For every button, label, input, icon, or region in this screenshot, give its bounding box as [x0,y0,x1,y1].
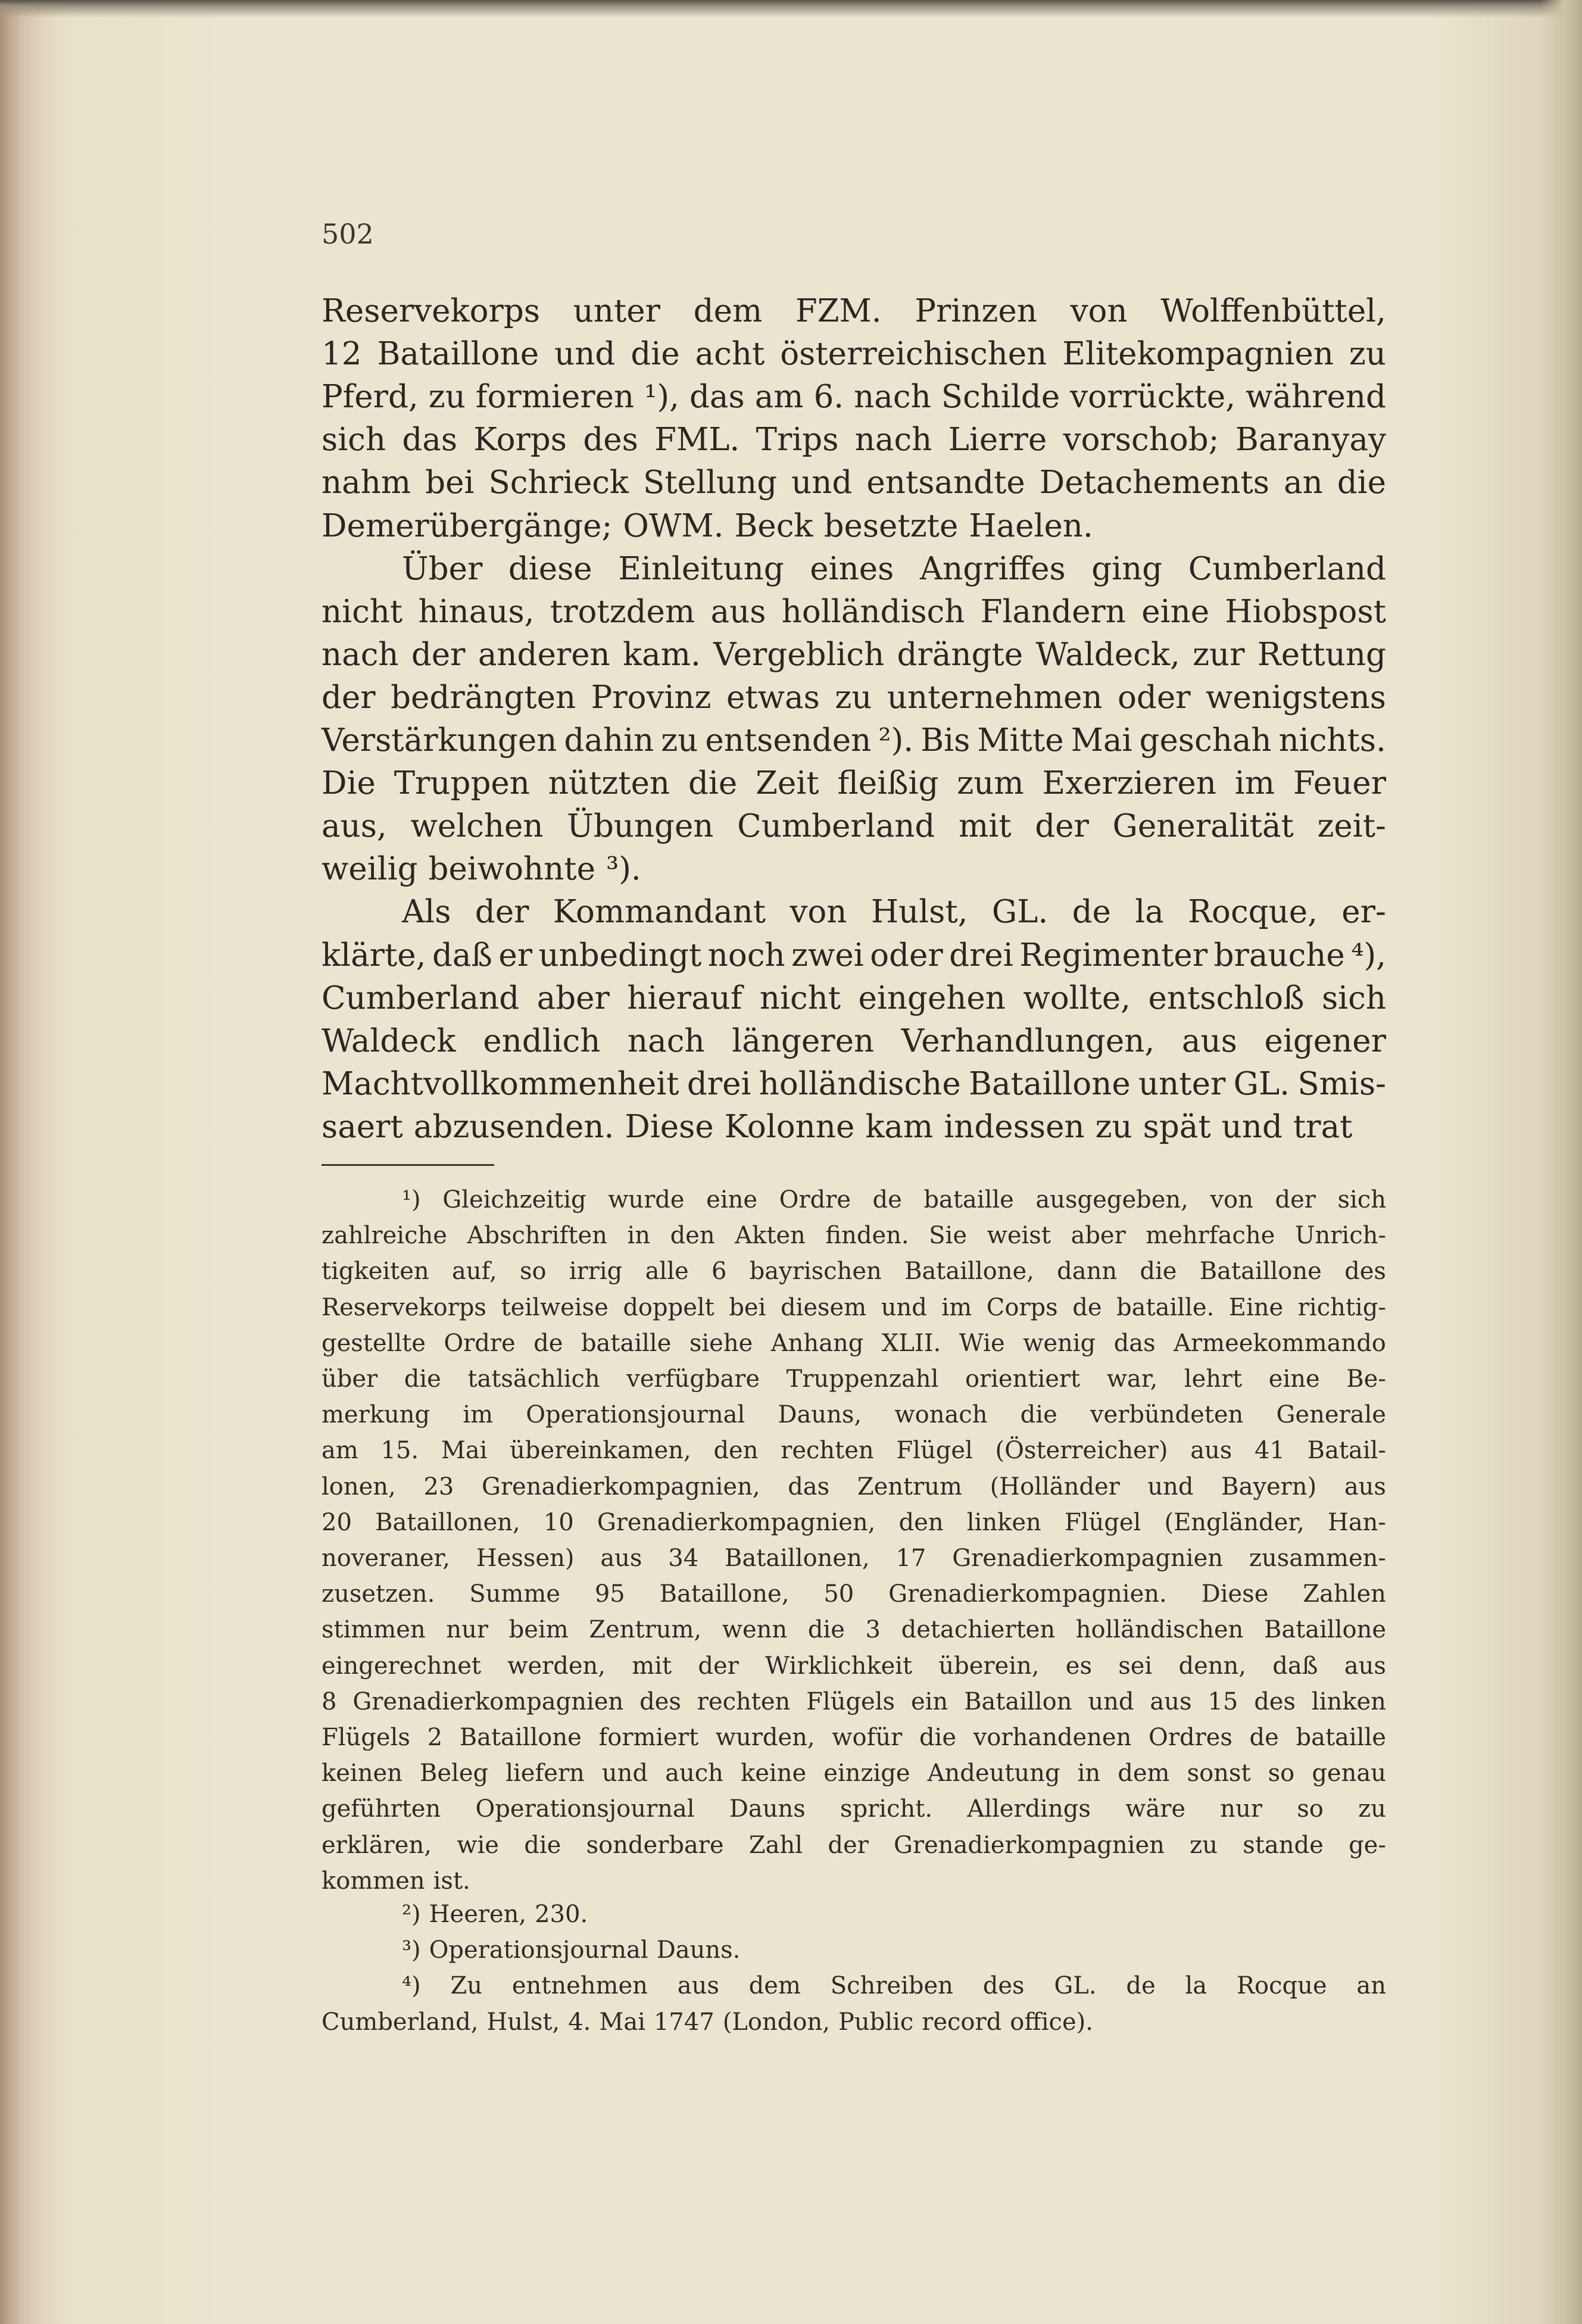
footnote-line: erklären, wie die sonderbare Zahl der Grenadierkompagnien zu stande ge- [322,1831,1386,1859]
body-text-line: weilig beiwohnte ³). [322,851,641,888]
body-text-line: nahm bei Schrieck Stellung und entsandte Detachements an die [322,464,1386,501]
footnote-line: keinen Beleg liefern und auch keine einzige Andeutung in dem sonst so genau [322,1760,1386,1788]
body-text-line: der bedrängten Provinz etwas zu unternehmen oder wenigstens [322,679,1386,716]
body-text-line: Reservekorps unter dem FZM. Prinzen von Wolffenbüttel, [322,293,1386,329]
body-text-line: Pferd, zu formieren ¹), das am 6. nach Schilde vorrückte, während [322,379,1386,416]
body-text-line: nach der anderen kam. Vergeblich drängte Waldeck, zur Rettung [322,636,1386,673]
body-text-line: Über diese Einleitung eines Angriffes ging Cumberland [402,550,1386,587]
page-top-shadow [0,0,1582,18]
body-text-line: Machtvollkommenheit drei holländische Bataillone unter GL. Smis- [322,1065,1386,1102]
footnote-line: gestellte Ordre de bataille siehe Anhang XLII. Wie wenig das Armeekommando [322,1329,1386,1357]
footnote-line: Reservekorps teilweise doppelt bei diesem und im Corps de bataille. Eine richtig- [322,1293,1386,1321]
footnote-line: stimmen nur beim Zentrum, wenn die 3 detachierten holländischen Bataillone [322,1616,1386,1644]
body-text-line: sich das Korps des FML. Trips nach Lierre vorschob; Baranyay [322,422,1386,458]
footnote-line: Flügels 2 Bataillone formiert wurden, wofür die vorhandenen Ordres de bataille [322,1724,1386,1751]
body-text-line: Waldeck endlich nach längeren Verhandlungen, aus eigener [322,1022,1386,1059]
footnote-line: geführten Operationsjournal Dauns spricht. Allerdings wäre nur so zu [322,1795,1386,1823]
body-text-line: Die Truppen nützten die Zeit fleißig zum Exerzieren im Feuer [322,765,1386,802]
body-text-line: Cumberland aber hierauf nicht eingehen wollte, entschloß sich [322,979,1386,1016]
page-right-edge [1540,0,1582,2324]
footnote-line: ³) Operationsjournal Dauns. [402,1936,741,1964]
body-text-line: 12 Bataillone und die acht österreichischen Elitekompagnien zu [322,336,1386,373]
footnote-line: ¹) Gleichzeitig wurde eine Ordre de bataille ausgegeben, von der sich [402,1186,1386,1214]
footnote-line: noveraner, Hessen) aus 34 Bataillonen, 17 Grenadierkompagnien zusammen- [322,1545,1386,1572]
footnote-line: zahlreiche Abschriften in den Akten finden. Sie weist aber mehrfache Unrich- [322,1222,1386,1250]
footnote-line: ²) Heeren, 230. [402,1901,588,1928]
footnote-line: kommen ist. [322,1867,470,1895]
page-number: 502 [322,218,374,250]
body-text-line: aus, welchen Übungen Cumberland mit der Generalität zeit- [322,808,1386,845]
body-text-line: Als der Kommandant von Hulst, GL. de la Rocque, er- [402,894,1386,931]
footnote-line: 8 Grenadierkompagnien des rechten Flügels ein Bataillon und aus 15 des linken [322,1687,1386,1715]
footnote-line: merkung im Operationsjournal Dauns, wonach die verbündeten Generale [322,1401,1386,1429]
body-text-line: Verstärkungen dahin zu entsenden ²). Bis Mitte Mai geschah nichts. [322,722,1386,759]
page-binding-edge [0,0,65,2324]
body-text-line: saert abzusenden. Diese Kolonne kam indessen zu spät und trat [322,1108,1353,1145]
footnote-line: Cumberland, Hulst, 4. Mai 1747 (London, Public record office). [322,2008,1093,2036]
footnote-separator [322,1164,494,1166]
footnote-line: ⁴) Zu entnehmen aus dem Schreiben des GL. de la Rocque an [402,1972,1386,1999]
footnote-line: zusetzen. Summe 95 Bataillone, 50 Grenadierkompagnien. Diese Zahlen [322,1580,1386,1608]
footnote-line: eingerechnet werden, mit der Wirklichkeit überein, es sei denn, daß aus [322,1652,1386,1680]
footnote-line: 20 Bataillonen, 10 Grenadierkompagnien, den linken Flügel (Engländer, Han- [322,1508,1386,1536]
footnote-line: lonen, 23 Grenadierkompagnien, das Zentrum (Holländer und Bayern) aus [322,1473,1386,1501]
footnote-line: tigkeiten auf, so irrig alle 6 bayrischen Bataillone, dann die Bataillone des [322,1258,1386,1286]
footnote-line: am 15. Mai übereinkamen, den rechten Flügel (Österreicher) aus 41 Batail- [322,1437,1386,1465]
body-text-line: Demerübergänge; OWM. Beck besetzte Haelen. [322,507,1093,544]
footnote-line: über die tatsächlich verfügbare Truppenzahl orientiert war, lehrt eine Be- [322,1365,1386,1393]
body-text-line: nicht hinaus, trotzdem aus holländisch Flandern eine Hiobspost [322,593,1386,630]
body-text-line: klärte, daß er unbedingt noch zwei oder drei Regimenter brauche ⁴), [322,937,1386,974]
